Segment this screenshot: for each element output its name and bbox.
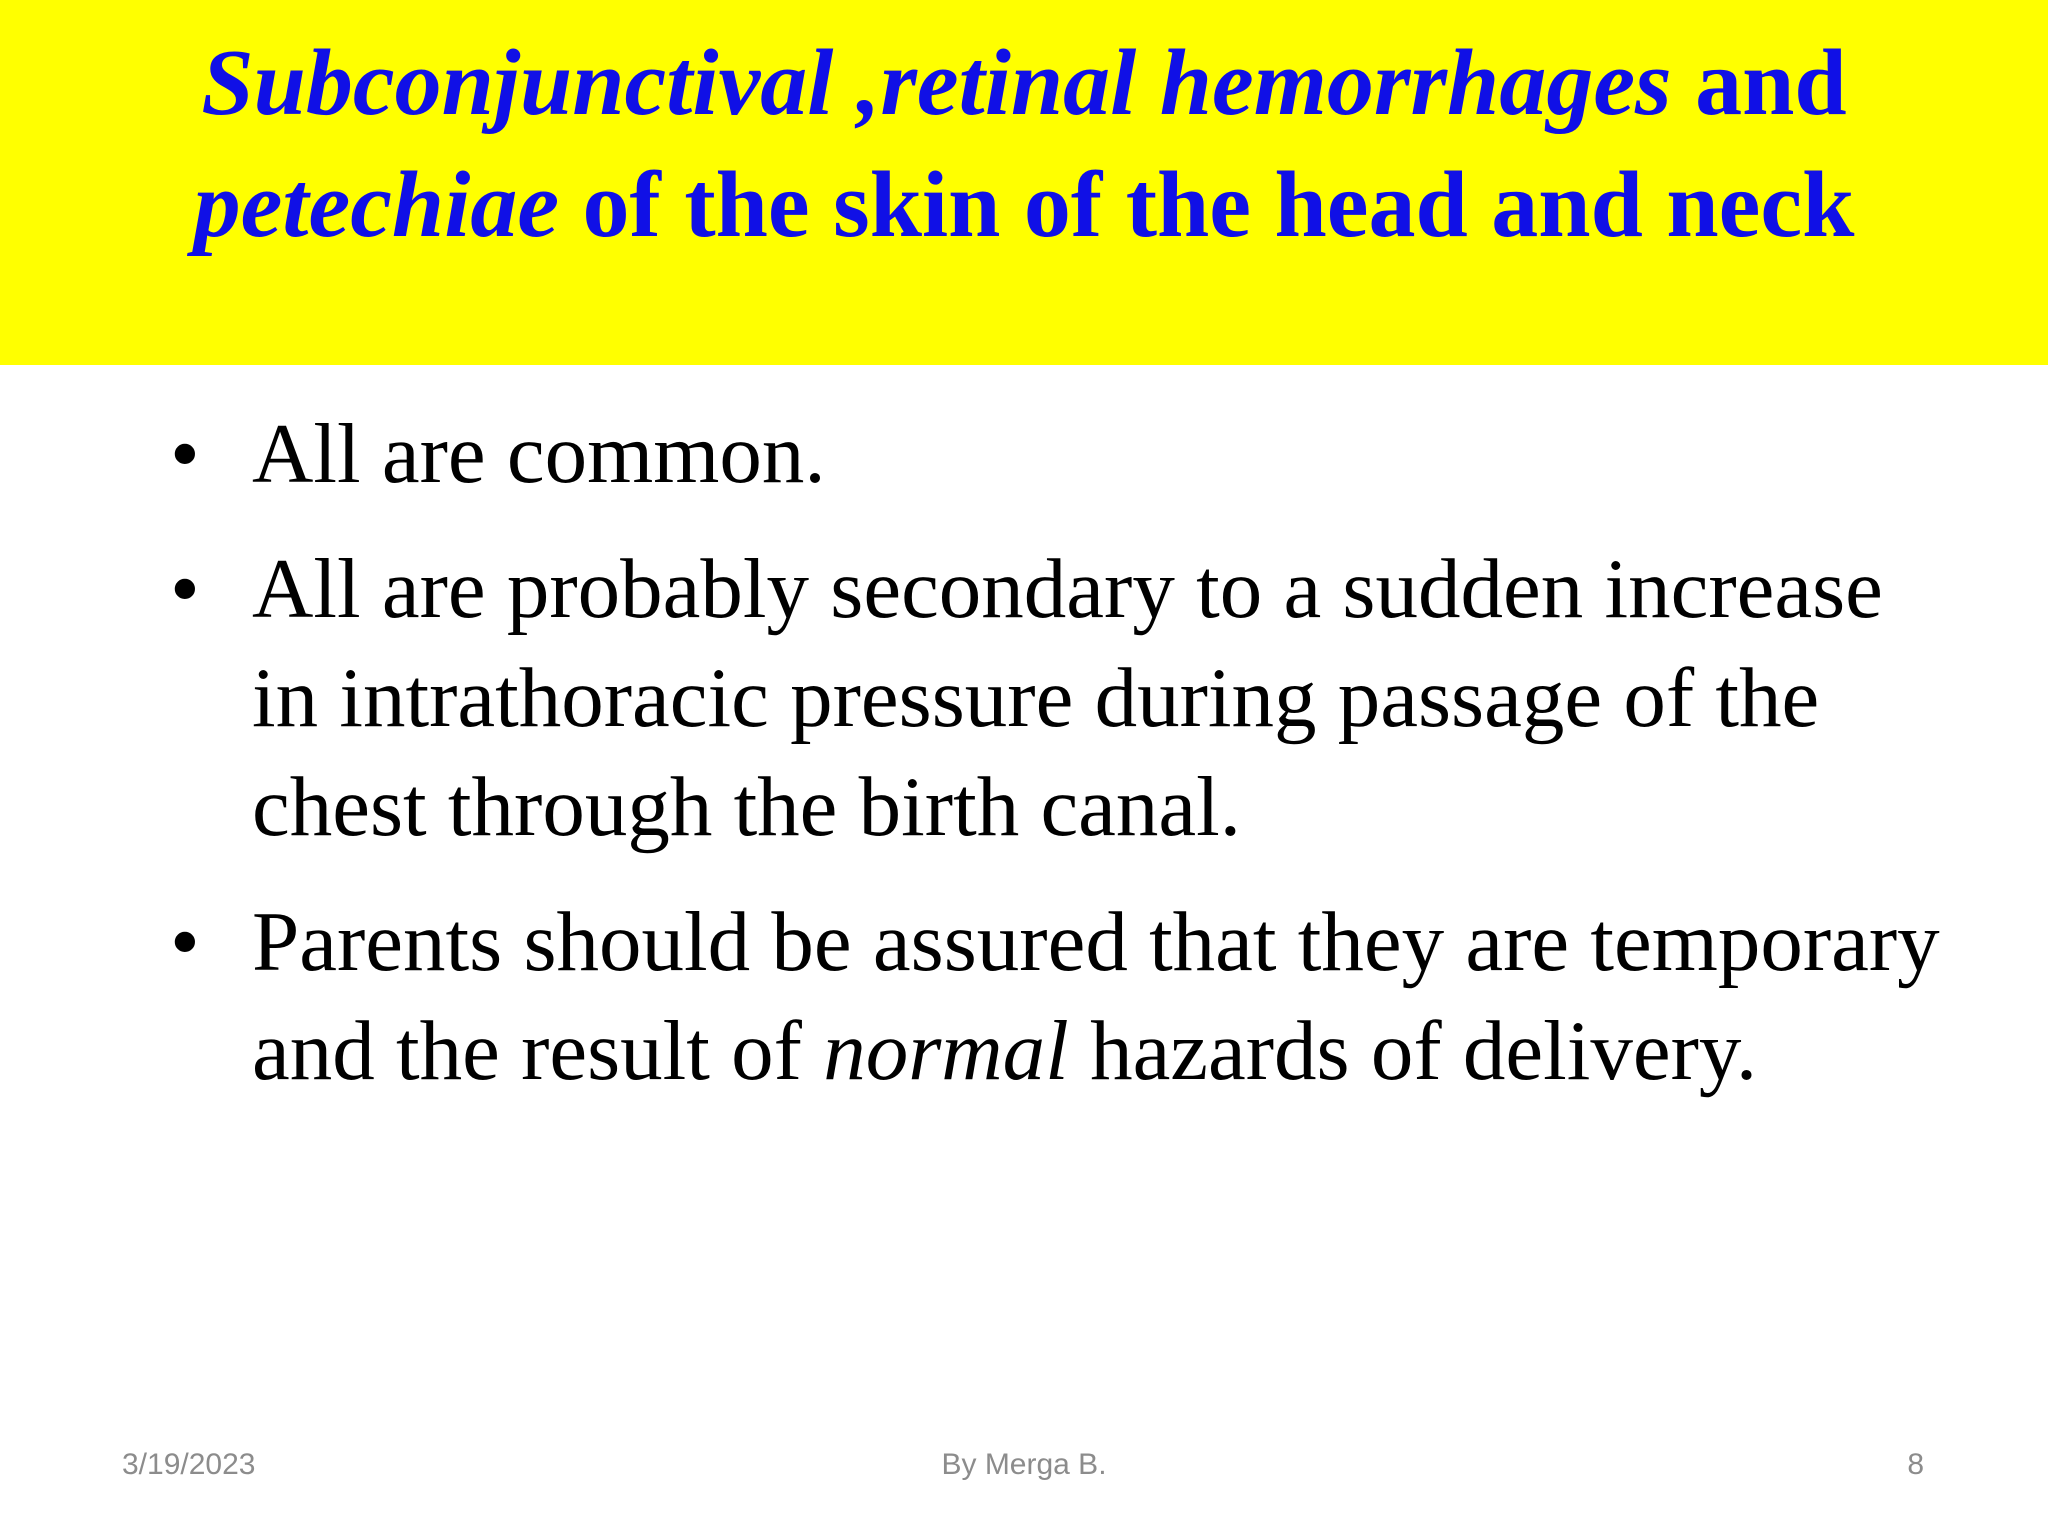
bullet-text-after: hazards of delivery. [1068, 1004, 1758, 1098]
bullet-italic-word: normal [823, 1004, 1069, 1098]
bullet-item [170, 400, 1970, 509]
bullet-text-before: Parents should be assured that they are temporary and the result of [252, 895, 1940, 1098]
title-part-4: of the skin of the head and neck [559, 153, 1855, 257]
footer-page-number: 8 [1907, 1448, 1924, 1481]
bullet-item [170, 888, 1970, 1106]
bullet-dot: • [170, 895, 200, 989]
bullet-dot: • [170, 407, 200, 501]
bullet-dot: • [170, 542, 200, 636]
slide-title [0, 22, 2048, 266]
bullet-text: All are common. [252, 407, 826, 501]
footer-date: 3/19/2023 [122, 1448, 256, 1481]
title-italic-part-3: petechiae [193, 153, 560, 257]
footer-author: By Merga B. [941, 1448, 1107, 1481]
bullet-item [170, 535, 1970, 862]
bullet-text: All are probably secondary to a sudden increase in intrathoracic pressure during passage of the chest through the birth canal. [252, 542, 1883, 854]
title-part-2: and [1671, 31, 1847, 135]
title-italic-part-1: Subconjunctival ,retinal hemorrhages [201, 31, 1672, 135]
bullet-list [170, 400, 1970, 1132]
